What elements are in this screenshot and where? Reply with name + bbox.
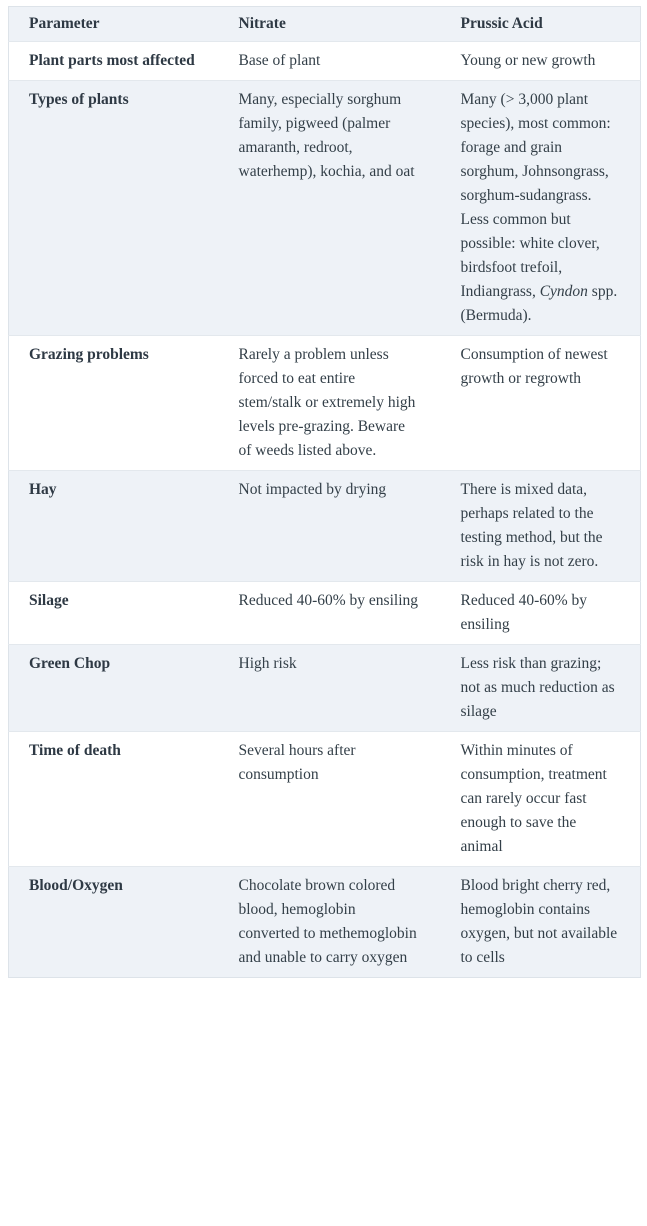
row-label: Types of plants <box>9 81 219 336</box>
table-body <box>9 42 641 978</box>
nitrate-cell: Chocolate brown colored blood, hemoglobin converted to methemoglobin and unable to carry oxygen <box>219 867 441 978</box>
table-row-types-of-plants <box>9 81 641 336</box>
nitrate-cell: Reduced 40-60% by ensiling <box>219 582 441 645</box>
comparison-table-container <box>8 6 640 978</box>
row-label: Grazing problems <box>9 336 219 471</box>
prussic-cell: Within minutes of consumption, treatment can rarely occur fast enough to save the animal <box>441 732 641 867</box>
nitrate-cell: Rarely a problem unless forced to eat entire stem/stalk or extremely high levels pre-grazing. Beware of weeds listed above. <box>219 336 441 471</box>
prussic-text-pre: Many (> 3,000 plant species), most common: forage and grain sorghum, Johnsongrass, sorghum-sudangrass. Less common but possible: white clover, birdsfoot trefoil, Indiangrass, <box>460 91 611 300</box>
header-row <box>9 7 641 42</box>
row-label: Time of death <box>9 732 219 867</box>
prussic-cell <box>441 81 641 336</box>
prussic-cell: Less risk than grazing; not as much reduction as silage <box>441 645 641 732</box>
table-row-plant-parts <box>9 42 641 81</box>
nitrate-cell: Several hours after consumption <box>219 732 441 867</box>
nitrate-cell: Many, especially sorghum family, pigweed (palmer amaranth, redroot, waterhemp), kochia, and oat <box>219 81 441 336</box>
table-row-blood-oxygen <box>9 867 641 978</box>
prussic-cell: Reduced 40-60% by ensiling <box>441 582 641 645</box>
prussic-cell: Young or new growth <box>441 42 641 81</box>
prussic-cell: Consumption of newest growth or regrowth <box>441 336 641 471</box>
column-header-parameter: Parameter <box>9 7 219 42</box>
prussic-text-post: spp. (Bermuda). <box>460 283 618 324</box>
row-label: Silage <box>9 582 219 645</box>
prussic-cell: There is mixed data, perhaps related to the testing method, but the risk in hay is not zero. <box>441 471 641 582</box>
comparison-table <box>8 6 641 978</box>
nitrate-cell: Not impacted by drying <box>219 471 441 582</box>
nitrate-cell: High risk <box>219 645 441 732</box>
table-row-silage <box>9 582 641 645</box>
table-header <box>9 7 641 42</box>
prussic-cell: Blood bright cherry red, hemoglobin contains oxygen, but not available to cells <box>441 867 641 978</box>
nitrate-cell: Base of plant <box>219 42 441 81</box>
row-label: Blood/Oxygen <box>9 867 219 978</box>
row-label: Hay <box>9 471 219 582</box>
row-label: Green Chop <box>9 645 219 732</box>
row-label: Plant parts most affected <box>9 42 219 81</box>
table-row-hay <box>9 471 641 582</box>
prussic-text-italic: Cyndon <box>539 283 588 300</box>
table-row-time-of-death <box>9 732 641 867</box>
table-row-grazing-problems <box>9 336 641 471</box>
column-header-nitrate: Nitrate <box>219 7 441 42</box>
table-row-green-chop <box>9 645 641 732</box>
column-header-prussic-acid: Prussic Acid <box>441 7 641 42</box>
